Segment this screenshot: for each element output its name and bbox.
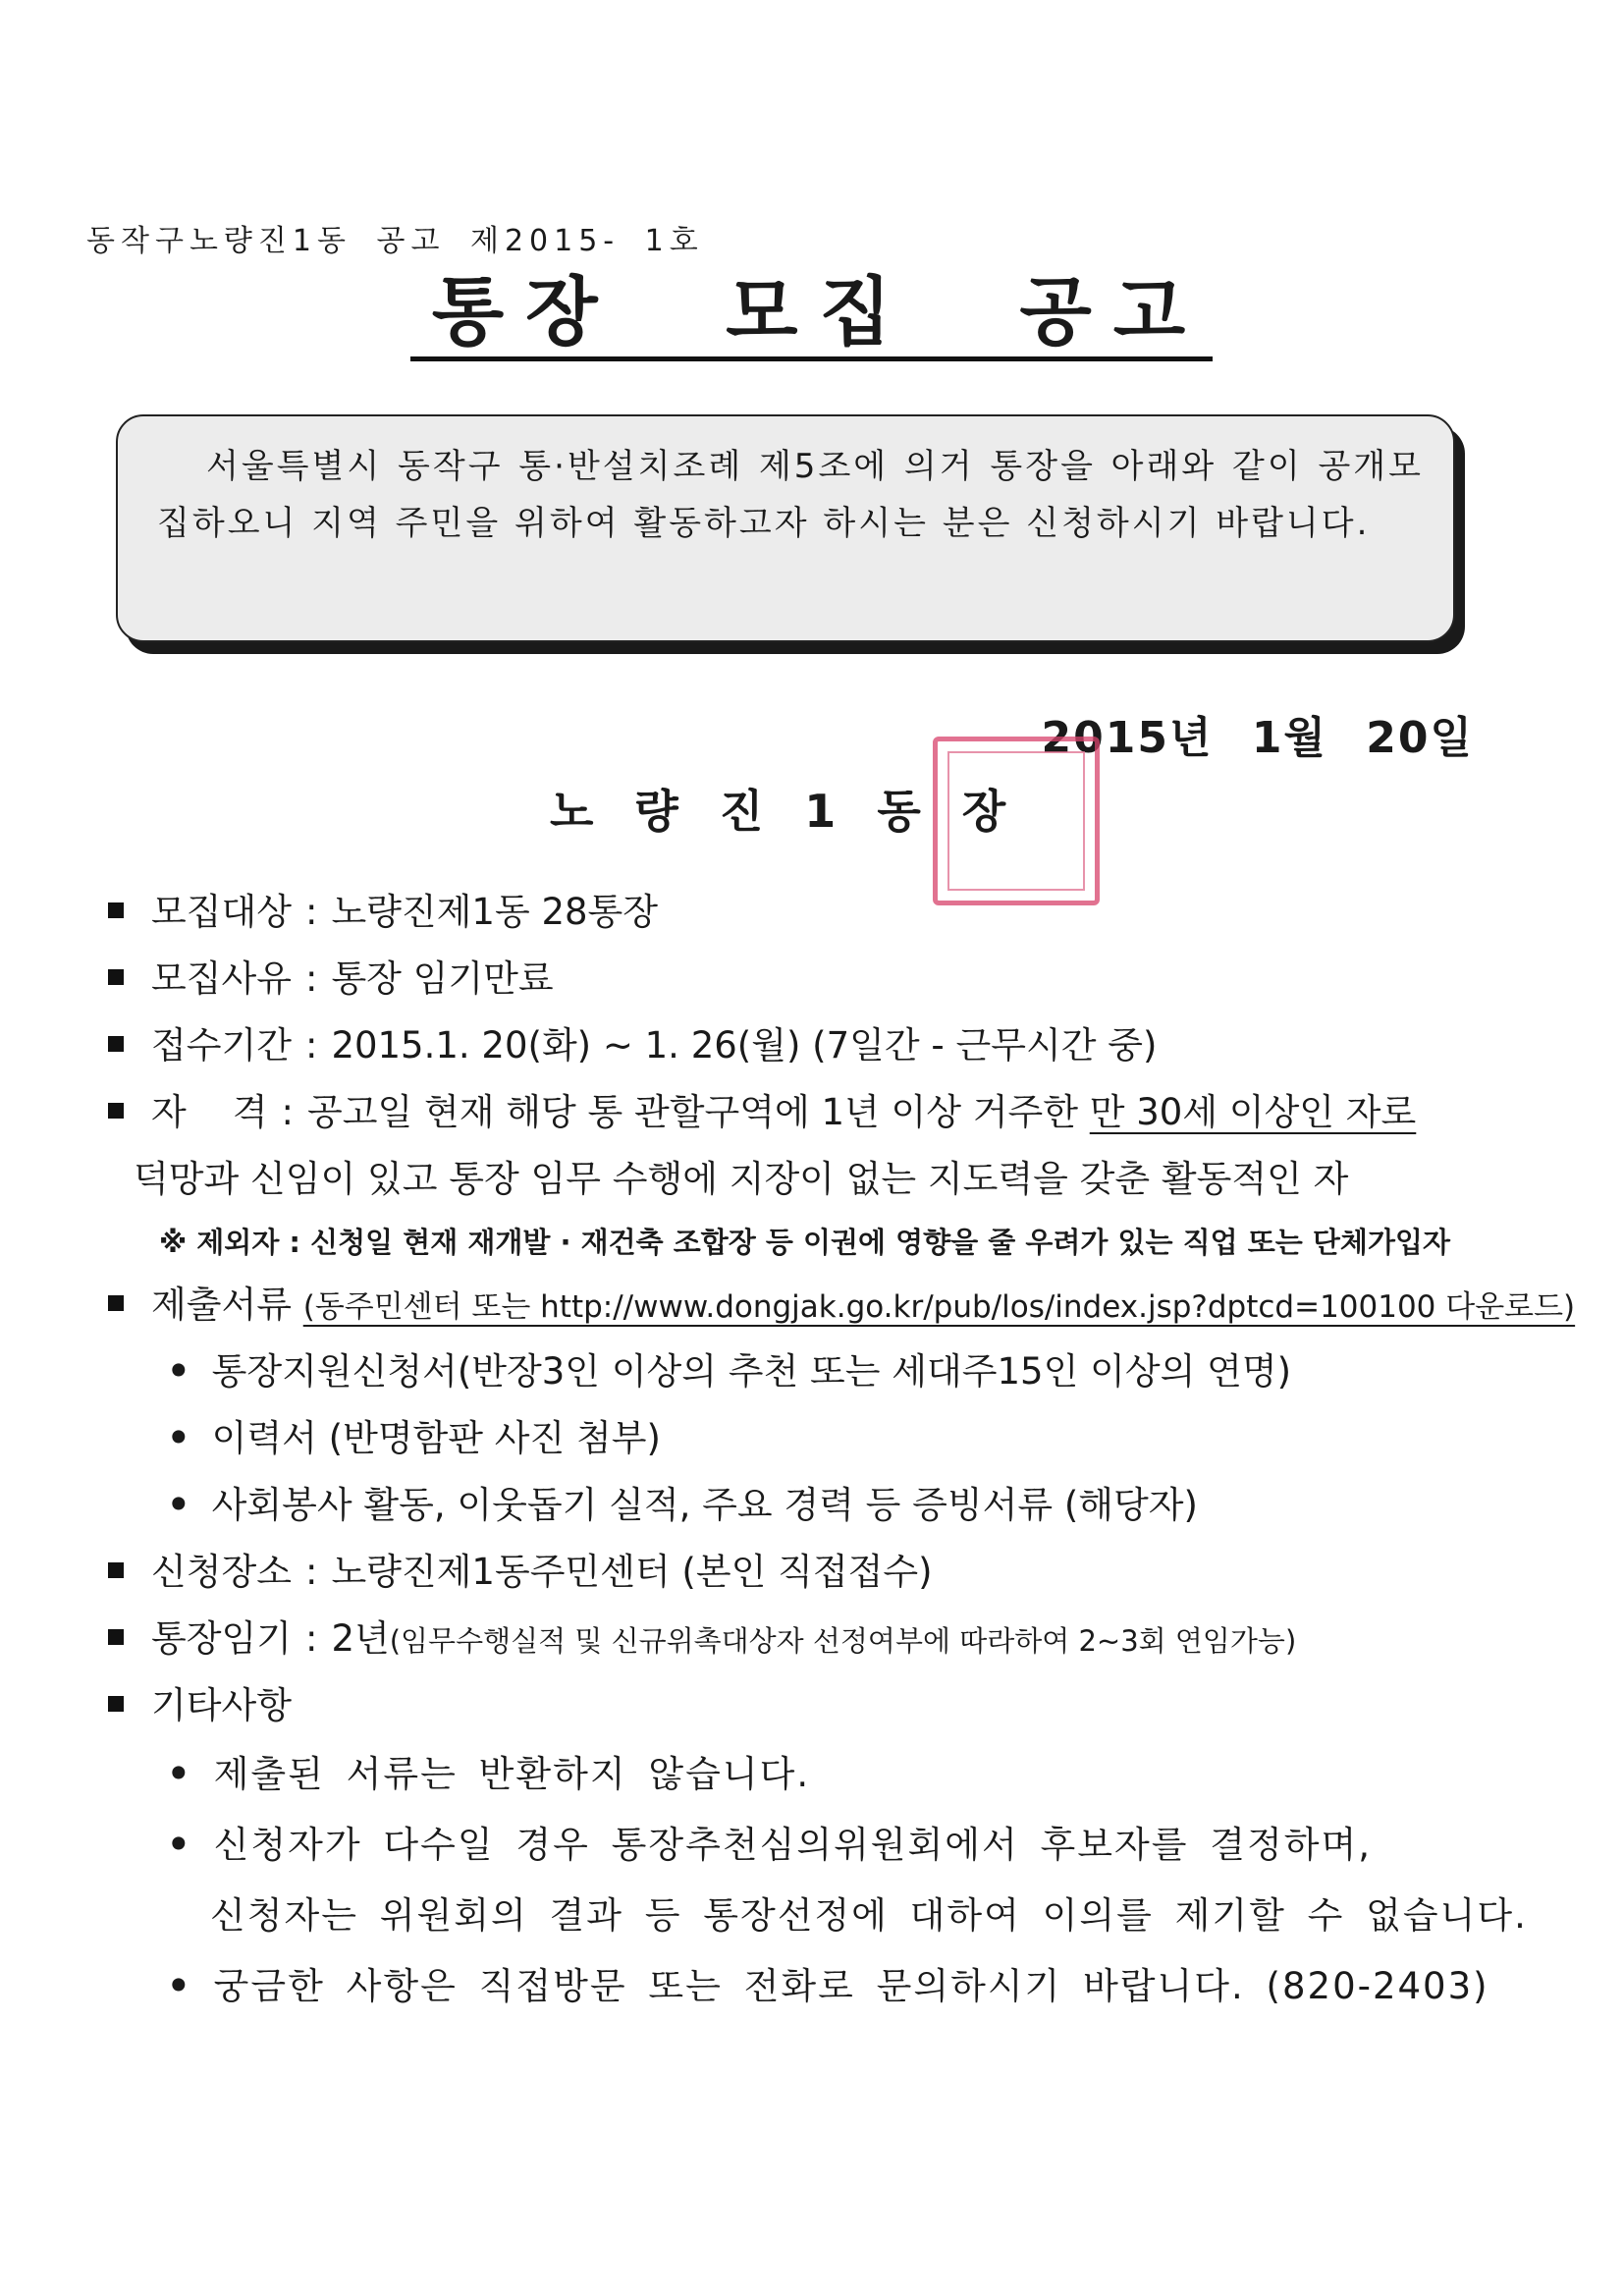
item-period: 접수기간 : 2015.1. 20(화) ~ 1. 26(월) (7일간 - 근무시간 중) — [108, 1012, 1502, 1079]
item-value: 노량진제1동주민센터 (본인 직접접수) — [331, 1551, 933, 1593]
notice-number: 동작구노량진1동 공고 제2015- 1호 — [86, 224, 704, 258]
dot-bullet-icon: • — [167, 1350, 190, 1393]
item-value: 2년 — [331, 1617, 390, 1660]
intro-box — [116, 414, 1455, 642]
list-item-text: 신청자가 다수일 경우 통장추천심의위원회에서 후보자를 결정하며, — [213, 1824, 1372, 1866]
exclusion-note: ※ 제외자 : 신청일 현재 재개발 · 재건축 조합장 등 이권에 영향을 줄 우려가 있는 직업 또는 단체가입자 — [159, 1226, 1450, 1259]
list-item-text: 이력서 (반명함판 사진 첨부) — [211, 1417, 661, 1459]
item-place: 신청장소 : 노량진제1동주민센터 (본인 직접접수) — [108, 1539, 1502, 1606]
square-bullet-icon — [108, 902, 124, 918]
item-qualification: 자 격 : 공고일 현재 해당 통 관할구역에 1년 이상 거주한 만 30세 이상인 자로 — [108, 1079, 1502, 1146]
dot-bullet-icon: • — [167, 1484, 190, 1526]
dot-bullet-icon: • — [167, 1824, 192, 1866]
square-bullet-icon — [108, 1103, 124, 1119]
item-term: 통장임기 : 2년(임무수행실적 및 신규위촉대상자 선정여부에 따라하여 2~3회 연임가능) — [108, 1606, 1502, 1672]
item-label: 모집사유 — [151, 957, 292, 1000]
item-label: 기타사항 — [151, 1684, 292, 1726]
issuer-name: 노량진1동장 — [550, 785, 1048, 838]
item-etc — [108, 1672, 1502, 1739]
dot-bullet-icon: • — [167, 1753, 192, 1795]
dot-bullet-icon: • — [167, 1417, 190, 1459]
etc-list-item — [108, 1810, 1502, 1881]
document-list-item — [108, 1472, 1502, 1539]
list-item-text: 사회봉사 활동, 이웃돕기 실적, 주요 경력 등 증빙서류 (해당자) — [211, 1484, 1198, 1526]
list-item-text: 통장지원신청서(반장3인 이상의 추천 또는 세대주15인 이상의 연명) — [211, 1350, 1292, 1393]
item-label: 통장임기 — [151, 1617, 292, 1660]
intro-text: 서울특별시 동작구 통·반설치조례 제5조에 의거 통장을 아래와 같이 공개모집하오니 지역 주민을 위하여 활동하고자 하시는 분은 신청하시기 바랍니다. — [157, 447, 1424, 543]
square-bullet-icon — [108, 1295, 124, 1311]
item-value: 노량진제1동 28통장 — [331, 891, 659, 933]
list-item-text: 궁금한 사항은 직접방문 또는 전화로 문의하시기 바랍니다. (820-2403) — [213, 1965, 1489, 2007]
square-bullet-icon — [108, 1696, 124, 1712]
title-wrap — [0, 270, 1623, 361]
list-item-text: 제출된 서류는 반환하지 않습니다. — [213, 1753, 811, 1795]
square-bullet-icon — [108, 1629, 124, 1645]
item-label: 접수기간 — [151, 1024, 292, 1066]
square-bullet-icon — [108, 969, 124, 985]
item-value: 2015.1. 20(화) ~ 1. 26(월) (7일간 - 근무시간 중) — [331, 1024, 1158, 1066]
square-bullet-icon — [108, 1036, 124, 1052]
item-documents — [108, 1272, 1576, 1339]
item-value-underlined: 만 30세 이상인 자로 — [1089, 1091, 1417, 1133]
etc-list-item — [108, 1951, 1502, 2022]
item-qualification-continued: 덕망과 신임이 있고 통장 임무 수행에 지장이 없는 지도력을 갖춘 활동적인 자 — [134, 1158, 1349, 1200]
page-title: 통장 모집 공고 — [410, 270, 1213, 361]
seal-inner-border — [947, 751, 1085, 891]
document-list-item — [108, 1339, 1502, 1405]
etc-list-item — [108, 1739, 1502, 1810]
item-value: 공고일 현재 해당 통 관할구역에 1년 이상 거주한 — [307, 1091, 1090, 1133]
notice-content — [108, 879, 1576, 2022]
dot-bullet-icon: • — [167, 1965, 192, 2007]
item-label: 제출서류 — [151, 1284, 292, 1326]
item-value: (동주민센터 또는 http://www.dongjak.go.kr/pub/los/index.jsp?dptcd=100100 다운로드) — [302, 1289, 1576, 1325]
etc-list-item-continued: 신청자는 위원회의 결과 등 통장선정에 대하여 이의를 제기할 수 없습니다. — [210, 1894, 1528, 1937]
item-label: 모집대상 — [151, 891, 292, 933]
item-note: (임무수행실적 및 신규위촉대상자 선정여부에 따라하여 2~3회 연임가능) — [389, 1624, 1297, 1658]
item-label: 자 격 — [151, 1091, 268, 1133]
square-bullet-icon — [108, 1562, 124, 1578]
notice-date: 2015년 1월 20일 — [1041, 713, 1474, 763]
item-reason: 모집사유 : 통장 임기만료 — [108, 946, 1502, 1012]
item-value: 통장 임기만료 — [331, 957, 554, 1000]
item-target: 모집대상 : 노량진제1동 28통장 — [108, 879, 1502, 946]
document-list-item — [108, 1405, 1502, 1472]
item-label: 신청장소 — [151, 1551, 292, 1593]
